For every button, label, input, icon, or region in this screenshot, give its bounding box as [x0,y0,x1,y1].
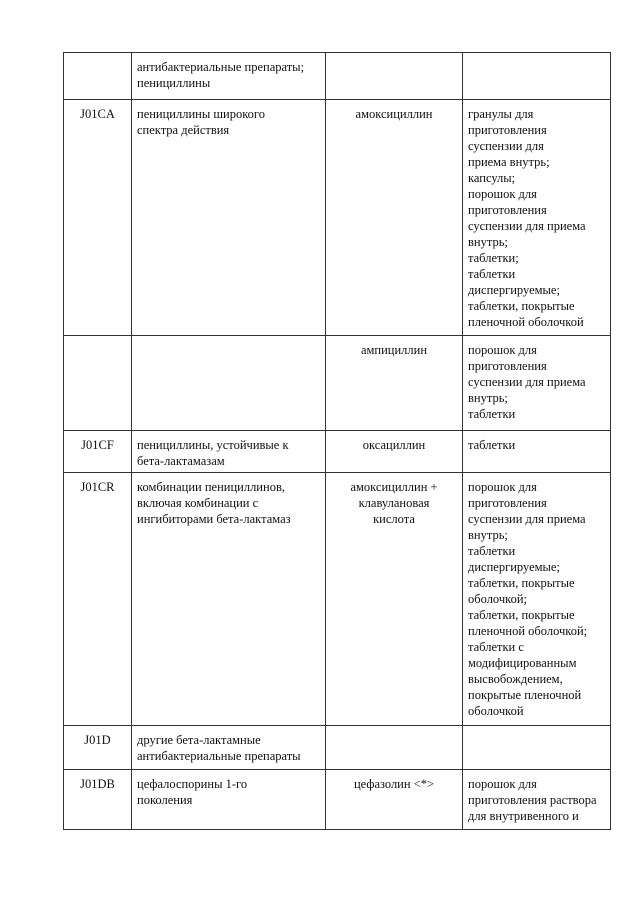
dosage-form-line: приготовления раствора [468,793,597,807]
dosage-form-line: диспергируемые; [468,283,560,297]
dosage-form-line: порошок для [468,187,537,201]
table-row [64,53,611,100]
atc-code-cell [64,53,132,100]
dosage-form-line: порошок для [468,343,537,357]
dosage-form-line: таблетки, покрытые [468,576,575,590]
table-row [64,473,611,726]
drug-name-line: кислота [373,512,415,526]
dosage-forms-cell [463,100,611,336]
group-name-line: включая комбинации с [137,496,259,510]
dosage-form-line: таблетки [468,267,516,281]
drug-name-cell [326,770,463,830]
dosage-form-line: приготовления [468,203,547,217]
group-name-line: бета-лактамазам [137,454,225,468]
group-name-line: пенициллины широкого [137,107,265,121]
group-name-line: другие бета-лактамные [137,733,261,747]
group-name-cell [132,726,326,770]
atc-code-cell: J01DB [64,770,132,830]
dosage-form-line: для внутривенного и [468,809,579,823]
dosage-form-line: внутрь; [468,391,508,405]
drug-name-line: цефазолин <*> [353,777,435,791]
drug-name-cell [326,473,463,726]
drug-name-line: клавулановая [358,496,430,510]
dosage-form-line: оболочкой [468,704,524,718]
dosage-form-line: диспергируемые; [468,560,560,574]
table-row [64,726,611,770]
group-name-cell [132,770,326,830]
dosage-form-line: приготовления [468,359,547,373]
table-row [64,100,611,336]
dosage-form-line: пленочной оболочкой; [468,624,588,638]
dosage-forms-cell [463,770,611,830]
drug-name-line: оксациллин [362,438,426,452]
group-name-line: ингибиторами бета-лактамаз [137,512,291,526]
group-name-line: спектра действия [137,123,230,137]
group-name-cell [132,336,326,431]
dosage-form-line: суспензии для приема [468,512,586,526]
dosage-form-line: пленочной оболочкой [468,315,584,329]
drug-name-line: ампициллин [360,343,428,357]
drug-name-line: амоксициллин [355,107,433,121]
dosage-forms-cell [463,336,611,431]
dosage-form-line: оболочкой; [468,592,527,606]
dosage-form-line: суспензии для приема [468,219,586,233]
atc-code-cell: J01D [64,726,132,770]
atc-code-cell: J01CR [64,473,132,726]
dosage-forms-cell [463,473,611,726]
dosage-form-line: гранулы для [468,107,534,121]
group-name-line: поколения [137,793,193,807]
dosage-form-line: таблетки [468,407,516,421]
drug-name-cell [326,726,463,770]
dosage-forms-cell [463,726,611,770]
drug-table [63,52,611,830]
dosage-form-line: таблетки, покрытые [468,299,575,313]
group-name-line: антибактериальные препараты; [137,60,305,74]
dosage-form-line: таблетки [468,438,516,452]
dosage-form-line: капсулы; [468,171,516,185]
drug-name-cell [326,53,463,100]
group-name-line: комбинации пенициллинов, [137,480,285,494]
drug-table-body [64,53,611,830]
group-name-line: пенициллины, устойчивые к [137,438,289,452]
atc-code-cell: J01CF [64,431,132,473]
dosage-form-line: покрытые пленочной [468,688,582,702]
atc-code-cell: J01CA [64,100,132,336]
drug-name-cell [326,100,463,336]
dosage-form-line: таблетки с [468,640,524,654]
group-name-line: антибактериальные препараты [137,749,301,763]
group-name-cell [132,473,326,726]
atc-code-cell [64,336,132,431]
group-name-line: пенициллины [137,76,211,90]
dosage-form-line: порошок для [468,480,537,494]
dosage-form-line: суспензии для приема [468,375,586,389]
dosage-form-line: внутрь; [468,235,508,249]
group-name-cell [132,431,326,473]
dosage-form-line: модифицированным [468,656,577,670]
dosage-form-line: высвобождением, [468,672,563,686]
dosage-form-line: порошок для [468,777,537,791]
table-row [64,770,611,830]
dosage-forms-cell [463,53,611,100]
group-name-line: цефалоспорины 1-го [137,777,248,791]
drug-name-line: амоксициллин + [350,480,438,494]
dosage-form-line: приема внутрь; [468,155,550,169]
table-row [64,431,611,473]
dosage-form-line: таблетки; [468,251,519,265]
group-name-cell [132,100,326,336]
dosage-form-line: приготовления [468,496,547,510]
dosage-form-line: таблетки [468,544,516,558]
dosage-forms-cell [463,431,611,473]
dosage-form-line: таблетки, покрытые [468,608,575,622]
drug-name-cell [326,336,463,431]
dosage-form-line: приготовления [468,123,547,137]
drug-name-cell [326,431,463,473]
table-row [64,336,611,431]
group-name-cell [132,53,326,100]
dosage-form-line: суспензии для [468,139,544,153]
dosage-form-line: внутрь; [468,528,508,542]
